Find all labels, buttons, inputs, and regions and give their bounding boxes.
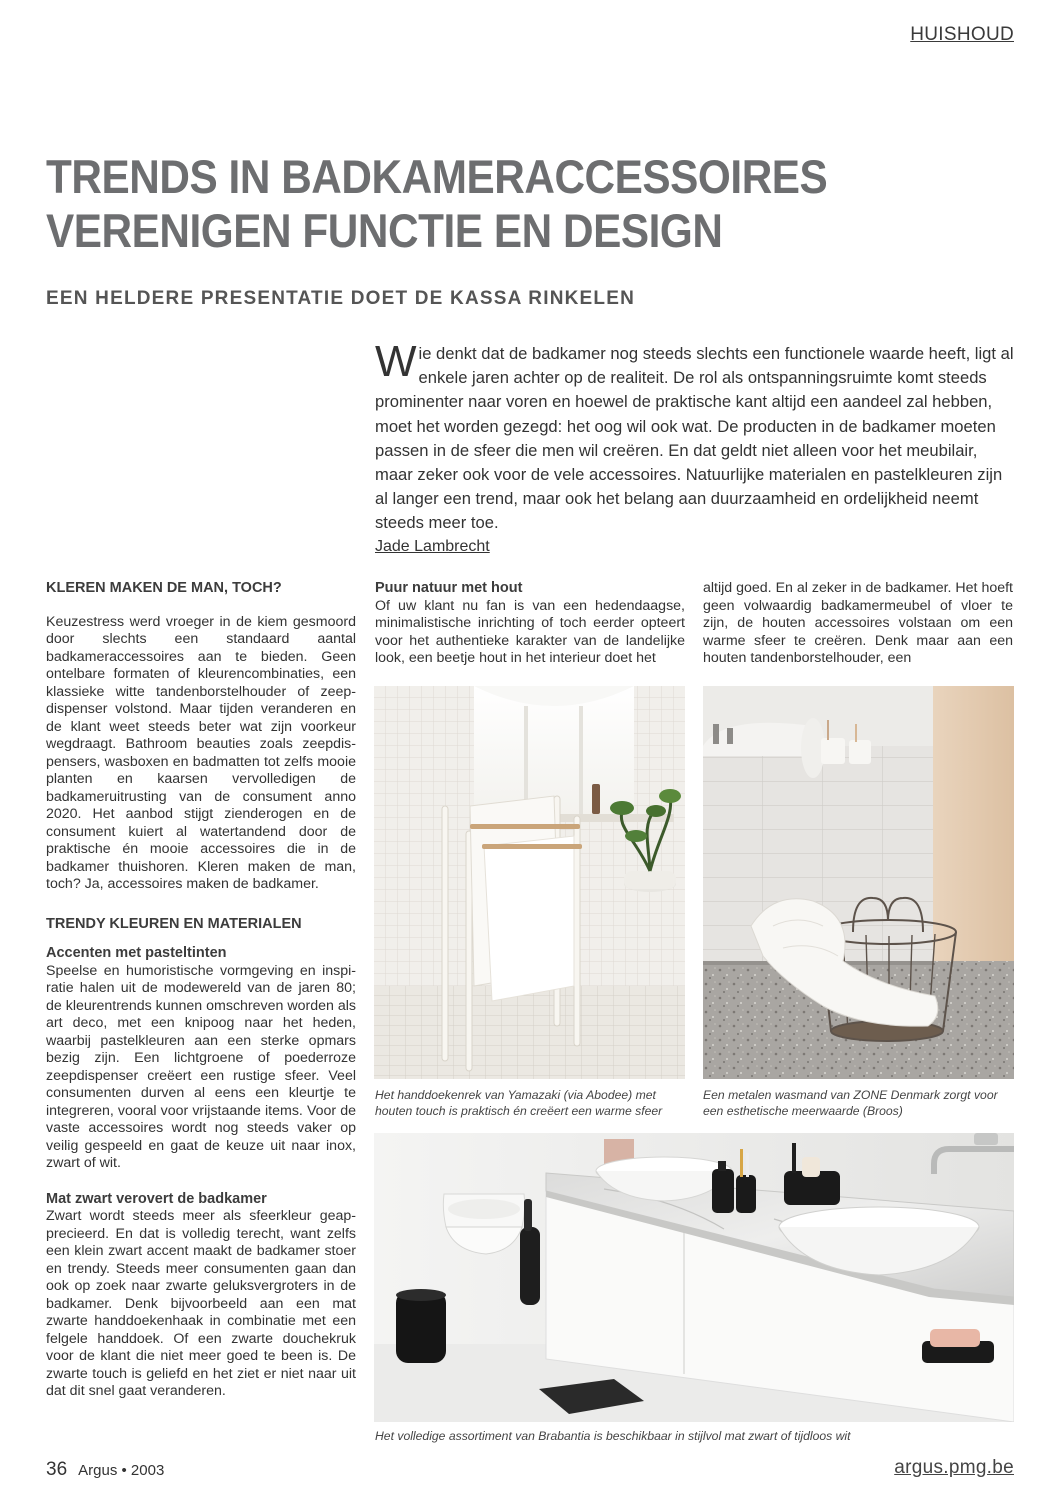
title-line-1: TRENDS IN BADKAMERACCESSOIRES bbox=[46, 150, 828, 203]
article-subtitle: EEN HELDERE PRESENTATIE DOET DE KASSA RINKELEN bbox=[46, 288, 636, 309]
photo-caption: Het volledige assortiment van Brabantia is beschikbaar in stijlvol mat zwart of tijdloos wit bbox=[375, 1429, 851, 1443]
paragraph: altijd goed. En al zeker in de badkamer. Het hoeft geen volwaardig badkamermeubel of vloer te zijn, de houten accessoires volstaan om een warme sfeer te creëren. Denk maar aan een houten tandenborstelhouder, een bbox=[703, 580, 1013, 666]
text-column-3 bbox=[703, 580, 1013, 668]
article-title bbox=[46, 150, 856, 258]
section-tag: HUISHOUD bbox=[910, 24, 1014, 45]
towel-rack-photo bbox=[374, 686, 685, 1079]
magazine-issue: Argus • 2003 bbox=[78, 1462, 165, 1479]
towel-rack-illustration bbox=[374, 686, 685, 1079]
text-column-2 bbox=[375, 580, 685, 668]
sub-heading: Accenten met pasteltinten bbox=[46, 945, 227, 961]
text-column-1 bbox=[46, 580, 356, 1401]
section-heading: TRENDY KLEUREN EN MATERIALEN bbox=[46, 915, 302, 932]
drop-cap: W bbox=[375, 337, 417, 386]
photo-caption: Het handdoekenrek van Yamazaki (via Abodee) met houten touch is praktisch én creëert een warme sfeer bbox=[375, 1088, 663, 1118]
footer-page-info bbox=[46, 1459, 164, 1481]
paragraph: Of uw klant nu fan is van een hedendaagse, minimalistische inrichting of toch eerder opteert voor het authentieke karakter van de landelijke look, een beetje hout in het interieur doet het bbox=[375, 597, 685, 666]
author-link[interactable]: Jade Lambrecht bbox=[375, 538, 490, 555]
section-heading: KLEREN MAKEN DE MAN, TOCH? bbox=[46, 580, 282, 596]
website-link[interactable]: argus.pmg.be bbox=[894, 1457, 1014, 1478]
bathroom-illustration bbox=[374, 1129, 1014, 1422]
paragraph: Zwart wordt steeds meer als sfeerkleur geapprecieerd. En dat is volledig terecht, want zelfs een klein zwart accent maakt de badkamer stoer en trendy. Steeds meer consumenten gaan dan ook op zoek naar zwarte geluksvergroters in de badkamer. Denk bijvoorbeeld aan een mat zwarte handdoekenhaak in combinatie met een felgele handdoek. Of een zwarte douchekruk voor de klant die niet meer goed te been is. De zwarte touch is geliefd en het ziet er niet naar uit dat dit snel gaat veranderen. bbox=[46, 1208, 356, 1399]
sub-heading: Mat zwart verovert de badkamer bbox=[46, 1190, 267, 1207]
sub-heading: Puur natuur met hout bbox=[375, 580, 523, 596]
bathroom-photo bbox=[374, 1129, 1014, 1422]
title-line-2: VERENIGEN FUNCTIE EN DESIGN bbox=[46, 204, 723, 257]
article-intro bbox=[375, 337, 1017, 536]
wire-basket-illustration bbox=[703, 686, 1014, 1079]
paragraph: Keuzestress werd vroeger in de kiem gesmoord door slechts een standaard aantal badkameraccessoires aan te bieden. Geen ontelbare formaten of kleurencombinaties, een klassieke witte tandenborstelhouder of zeepdispenser volstond. Maar tijden veranderen en de klant weet steeds beter wat zijn voorkeur wegdraagt. Bathroom beauties zoals zeepdispensers, wasboxen en badmatten tot zelfs mooie planten en kaarsen vervolledigen de badkameruitrusting van de consument anno 2020. Het aanbod stijgt zienderogen en de consument kuiert al watertandend door de praktische én mooie accessoires die in de badkamer thuishoren. Kleren maken de man, toch? Ja, accessoires maken de badkamer. bbox=[46, 613, 356, 892]
wire-basket-photo bbox=[703, 686, 1014, 1079]
intro-text: ie denkt dat de badkamer nog steeds slechts een functionele waarde heeft, ligt al enkele jaren achter op de realiteit. De rol als ontspanningsruimte komt steeds prominenter naar voren en hoewel de praktische kant altijd een aandeel zal hebben, moet het worden gezegd: het oog wil ook wat. De producten in de badkamer moeten passen in de sfeer die men wil creëren. En dat geldt niet alleen voor het meubilair, maar zeker ook voor de vele accessoires. Natuurlijke materialen en pastelkleuren zijn al langer een trend, maar ook het belang aan duurzaamheid en ordelijkheid neemt steeds meer toe. bbox=[375, 344, 1014, 533]
paragraph: Speelse en humoristische vormgeving en inspiratie halen uit de modewereld van de jaren 80; de kleurentrends kunnen omschreven worden als art deco, met een knipoog naar het heden, waarbij pastelkleuren aan een sterke opmars bezig zijn. Een lichtgroene of poederroze zeepdispenser creëert een rustige sfeer. Veel consumenten durven al eens een kleurtje te integreren, vooral voor vrijstaande items. Voor de vaste accessoires wordt nog steeds vaker op veilig gespeeld en gaat de keuze uit naar inox, zwart of wit. bbox=[46, 962, 356, 1171]
page-number: 36 bbox=[46, 1459, 68, 1480]
photo-caption: Een metalen wasmand van ZONE Denmark zorgt voor een esthetische meerwaarde (Broos) bbox=[703, 1088, 998, 1118]
